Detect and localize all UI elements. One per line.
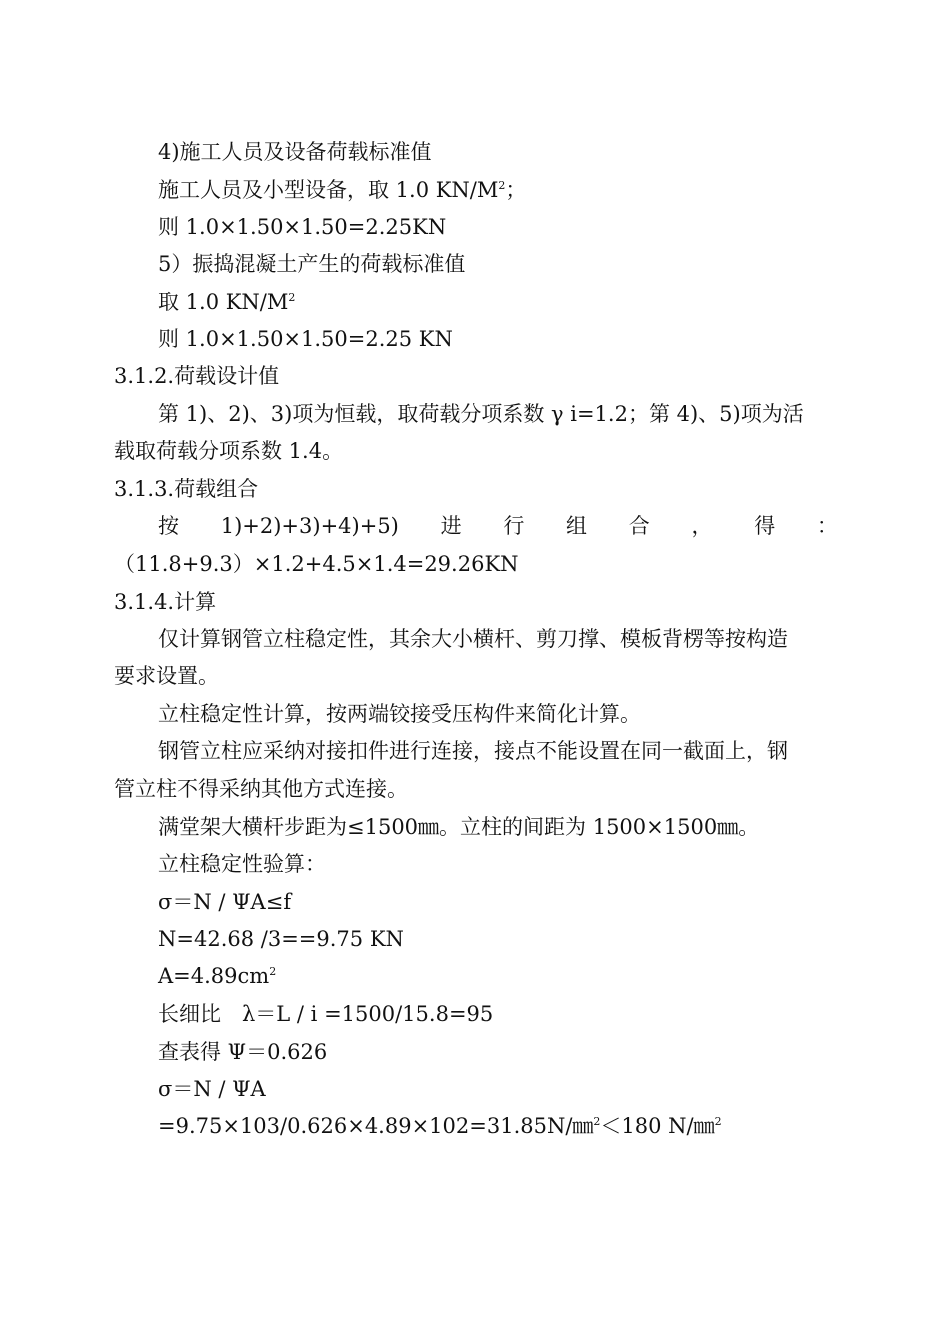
text: 组 <box>566 514 588 538</box>
text: 3.1.3.荷载组合 <box>114 477 259 501</box>
text: 立柱稳定性验算： <box>158 852 326 876</box>
text: 管立柱不得采纳其他方式连接。 <box>114 777 408 801</box>
formula-line <box>158 1038 327 1066</box>
text: （11.8+9.3）×1.2+4.5×1.4=29.26KN <box>114 552 519 576</box>
paragraph-line <box>158 176 526 204</box>
section-heading-3-1-2 <box>114 362 279 390</box>
paragraph-line <box>158 625 788 653</box>
text: 3.1.4.计算 <box>114 590 217 614</box>
superscript: 2 <box>714 1115 722 1128</box>
text: 载取荷载分项系数 1.4。 <box>114 439 344 463</box>
formula-line <box>158 325 453 353</box>
text: A=4.89cm <box>158 964 270 988</box>
justified-line <box>158 512 838 540</box>
text: ， <box>691 514 713 538</box>
paragraph-line <box>158 288 295 316</box>
text: 1)+2)+3)+4)+5) <box>220 514 399 538</box>
text: 3.1.2.荷载设计值 <box>114 364 280 388</box>
text: 按 <box>158 514 179 538</box>
formula-line <box>158 1112 722 1140</box>
heading-construction-load <box>158 138 432 166</box>
section-heading-3-1-3 <box>114 475 258 503</box>
paragraph-line <box>158 400 804 428</box>
text: N=42.68 /3==9.75 KN <box>158 927 404 951</box>
text: 仅计算钢管立柱稳定性，其余大小横杆、剪刀撑、模板背楞等按构造 <box>158 627 788 651</box>
text: ： <box>816 514 838 538</box>
text: 长细比 λ＝L / i =1500/15.8=95 <box>158 1002 494 1026</box>
superscript: 2 <box>498 179 506 192</box>
text: 得 <box>754 514 776 538</box>
text: ＜180 N/㎜ <box>600 1114 715 1138</box>
paragraph-line <box>114 775 408 803</box>
section-heading-3-1-4 <box>114 588 216 616</box>
paragraph-line <box>158 700 641 728</box>
paragraph-line <box>158 850 326 878</box>
text: 要求设置。 <box>114 664 219 688</box>
formula-line <box>158 1000 493 1028</box>
paragraph-line <box>114 662 219 690</box>
text: ； <box>505 178 527 202</box>
text: 取 1.0 KN/M <box>158 290 289 314</box>
superscript: 2 <box>593 1115 601 1128</box>
formula-line <box>158 888 291 916</box>
heading-vibration-load <box>158 250 465 278</box>
text: 第 1)、2)、3)项为恒载，取荷载分项系数 γ i=1.2；第 4)、5)项为活 <box>158 402 804 426</box>
paragraph-line <box>158 737 788 765</box>
formula-line <box>158 1075 266 1103</box>
text: 5）振捣混凝土产生的荷载标准值 <box>158 252 466 276</box>
text: 4)施工人员及设备荷载标准值 <box>158 140 432 164</box>
text: 立柱稳定性计算，按两端铰接受压构件来简化计算。 <box>158 702 641 726</box>
text: 施工人员及小型设备，取 1.0 KN/M <box>158 178 499 202</box>
text: 满堂架大横杆步距为≤1500㎜。立柱的间距为 1500×1500㎜。 <box>158 815 760 839</box>
superscript: 2 <box>269 965 277 978</box>
paragraph-line <box>114 437 343 465</box>
text: 合 <box>628 514 650 538</box>
text: 钢管立柱应采纳对接扣件进行连接，接点不能设置在同一截面上，钢 <box>158 739 788 763</box>
text: 进 <box>440 514 462 538</box>
text: 则 1.0×1.50×1.50=2.25 KN <box>158 327 453 351</box>
formula-line <box>114 550 519 578</box>
superscript: 2 <box>288 291 296 304</box>
text: σ＝N / ΨA <box>158 1077 266 1101</box>
paragraph-line <box>158 813 759 841</box>
text: 则 1.0×1.50×1.50=2.25KN <box>158 215 447 239</box>
formula-line <box>158 962 276 990</box>
formula-line <box>158 925 404 953</box>
text: 行 <box>503 514 525 538</box>
text: =9.75×103/0.626×4.89×102=31.85N/㎜ <box>158 1114 594 1138</box>
formula-line <box>158 213 446 241</box>
text: 查表得 Ψ＝0.626 <box>158 1040 328 1064</box>
text: σ＝N / ΨA≤f <box>158 890 292 914</box>
